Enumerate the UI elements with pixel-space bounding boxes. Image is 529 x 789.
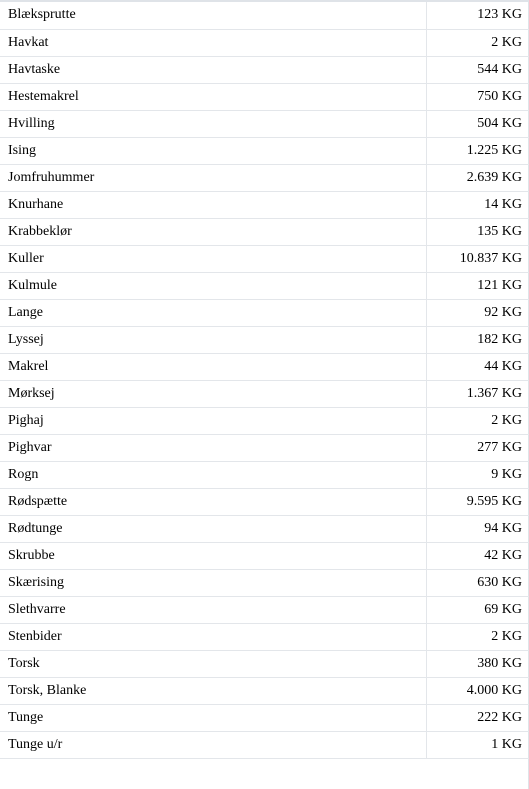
quantity-cell: 92 KG [426,299,529,326]
catch-table-container [0,2,529,759]
species-cell: Slethvarre [0,596,426,623]
table-row[interactable] [0,137,529,164]
table-row[interactable] [0,461,529,488]
quantity-cell: 1.225 KG [426,137,529,164]
quantity-cell: 9.595 KG [426,488,529,515]
species-cell: Hvilling [0,110,426,137]
species-cell: Ising [0,137,426,164]
quantity-cell: 123 KG [426,2,529,29]
quantity-cell: 135 KG [426,218,529,245]
quantity-cell: 42 KG [426,542,529,569]
quantity-cell: 380 KG [426,650,529,677]
species-cell: Krabbeklør [0,218,426,245]
quantity-cell: 2 KG [426,407,529,434]
quantity-cell: 121 KG [426,272,529,299]
quantity-cell: 10.837 KG [426,245,529,272]
table-row[interactable] [0,596,529,623]
quantity-cell: 277 KG [426,434,529,461]
quantity-cell: 4.000 KG [426,677,529,704]
table-row[interactable] [0,650,529,677]
quantity-cell: 504 KG [426,110,529,137]
species-cell: Tunge [0,704,426,731]
quantity-cell: 14 KG [426,191,529,218]
quantity-cell: 630 KG [426,569,529,596]
table-row[interactable] [0,407,529,434]
table-row[interactable] [0,272,529,299]
quantity-cell: 750 KG [426,83,529,110]
quantity-cell: 182 KG [426,326,529,353]
quantity-cell: 9 KG [426,461,529,488]
species-cell: Jomfruhummer [0,164,426,191]
species-cell: Skærising [0,569,426,596]
table-row[interactable] [0,110,529,137]
table-row[interactable] [0,29,529,56]
species-cell: Rødtunge [0,515,426,542]
species-cell: Havkat [0,29,426,56]
quantity-cell: 69 KG [426,596,529,623]
species-cell: Blæksprutte [0,2,426,29]
table-row[interactable] [0,380,529,407]
table-row[interactable] [0,83,529,110]
quantity-cell: 2.639 KG [426,164,529,191]
quantity-cell: 1 KG [426,731,529,758]
table-row[interactable] [0,515,529,542]
table-row[interactable] [0,299,529,326]
species-cell: Rødspætte [0,488,426,515]
table-row[interactable] [0,326,529,353]
quantity-cell: 222 KG [426,704,529,731]
table-row[interactable] [0,704,529,731]
species-cell: Pighvar [0,434,426,461]
quantity-cell: 2 KG [426,623,529,650]
species-cell: Stenbider [0,623,426,650]
quantity-cell: 544 KG [426,56,529,83]
quantity-cell: 2 KG [426,29,529,56]
table-row[interactable] [0,569,529,596]
catch-table-body [0,2,529,758]
table-row[interactable] [0,731,529,758]
species-cell: Makrel [0,353,426,380]
species-cell: Lyssej [0,326,426,353]
species-cell: Torsk, Blanke [0,677,426,704]
species-cell: Pighaj [0,407,426,434]
species-cell: Lange [0,299,426,326]
table-row[interactable] [0,191,529,218]
table-row[interactable] [0,623,529,650]
table-row[interactable] [0,245,529,272]
quantity-cell: 1.367 KG [426,380,529,407]
table-row[interactable] [0,542,529,569]
catch-table [0,2,529,759]
quantity-cell: 94 KG [426,515,529,542]
quantity-cell: 44 KG [426,353,529,380]
species-cell: Kulmule [0,272,426,299]
table-row[interactable] [0,218,529,245]
table-row[interactable] [0,488,529,515]
table-row[interactable] [0,2,529,29]
species-cell: Skrubbe [0,542,426,569]
table-row[interactable] [0,434,529,461]
species-cell: Mørksej [0,380,426,407]
species-cell: Hestemakrel [0,83,426,110]
table-row[interactable] [0,353,529,380]
species-cell: Tunge u/r [0,731,426,758]
species-cell: Torsk [0,650,426,677]
species-cell: Havtaske [0,56,426,83]
species-cell: Knurhane [0,191,426,218]
species-cell: Kuller [0,245,426,272]
table-row[interactable] [0,56,529,83]
species-cell: Rogn [0,461,426,488]
table-row[interactable] [0,164,529,191]
table-row[interactable] [0,677,529,704]
